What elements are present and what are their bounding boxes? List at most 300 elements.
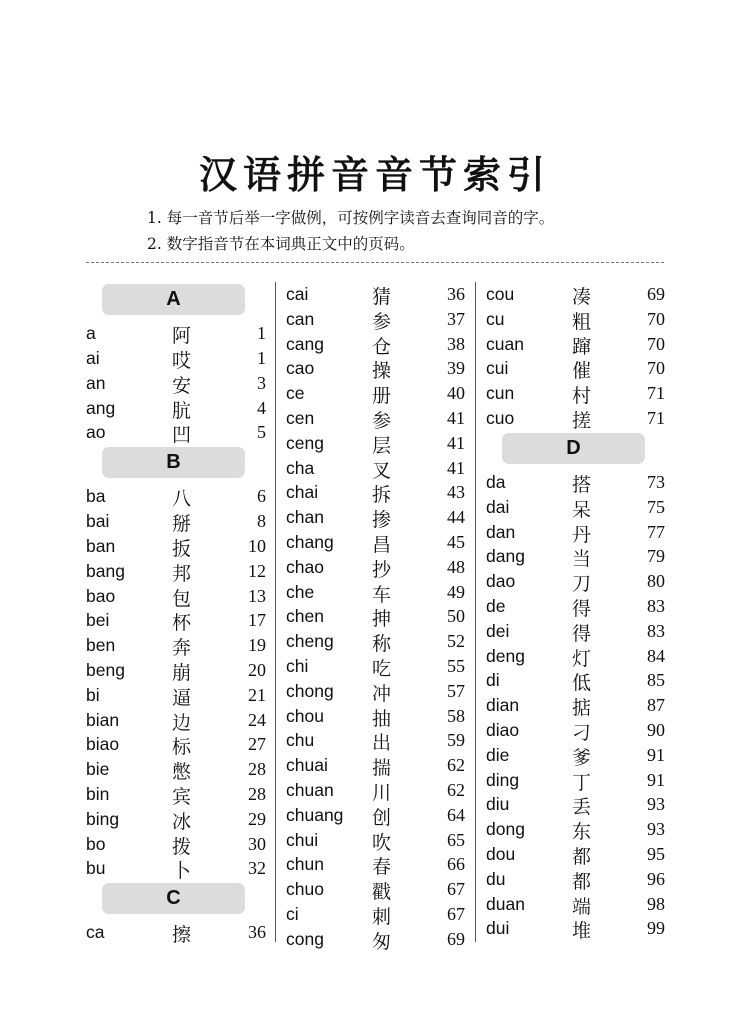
page-number: 84 bbox=[647, 645, 665, 666]
page-number: 59 bbox=[447, 730, 465, 751]
syllable-pinyin: chu bbox=[286, 730, 315, 751]
syllable-pinyin: cha bbox=[286, 457, 315, 478]
index-column-2 bbox=[286, 282, 465, 952]
example-character: 昌 bbox=[372, 533, 392, 556]
index-entry bbox=[86, 346, 266, 371]
index-entry bbox=[486, 916, 665, 941]
index-entry bbox=[286, 282, 465, 307]
syllable-pinyin: ba bbox=[86, 486, 106, 507]
page-number: 40 bbox=[447, 383, 465, 404]
index-entry bbox=[486, 693, 665, 718]
index-entry bbox=[86, 608, 266, 633]
page-number: 71 bbox=[647, 407, 665, 428]
example-character: 憋 bbox=[172, 761, 192, 784]
index-entry bbox=[286, 307, 465, 332]
page-number: 80 bbox=[647, 571, 665, 592]
example-character: 凑 bbox=[572, 286, 592, 308]
index-entry bbox=[286, 604, 465, 629]
index-entry bbox=[286, 654, 465, 679]
example-character: 称 bbox=[372, 633, 392, 656]
page-number: 19 bbox=[248, 635, 266, 656]
index-entry bbox=[86, 807, 266, 832]
page-number: 57 bbox=[447, 680, 465, 701]
page-number: 96 bbox=[647, 868, 665, 889]
index-entry bbox=[86, 658, 266, 683]
page-number: 4 bbox=[257, 397, 266, 418]
syllable-pinyin: chui bbox=[286, 829, 319, 850]
page-title: 汉语拼音音节索引 bbox=[198, 153, 551, 197]
index-entry bbox=[486, 495, 665, 520]
example-character: 邦 bbox=[172, 562, 192, 585]
index-entry bbox=[286, 803, 465, 828]
example-character: 掰 bbox=[172, 513, 192, 536]
page-number: 83 bbox=[647, 620, 665, 641]
page-number: 65 bbox=[447, 829, 465, 850]
example-character: 端 bbox=[572, 895, 592, 918]
index-entry bbox=[286, 406, 465, 431]
syllable-pinyin: ceng bbox=[286, 432, 324, 453]
syllable-pinyin: diao bbox=[486, 719, 520, 740]
example-character: 猜 bbox=[372, 286, 392, 308]
index-entry bbox=[486, 718, 665, 743]
index-entry bbox=[86, 534, 266, 559]
example-character: 当 bbox=[572, 548, 592, 571]
index-entry bbox=[86, 484, 266, 509]
example-character: 抽 bbox=[372, 707, 392, 730]
syllable-pinyin: bi bbox=[86, 684, 100, 705]
syllable-pinyin: bang bbox=[86, 560, 125, 581]
page-number: 69 bbox=[447, 928, 465, 949]
index-entry bbox=[286, 877, 465, 902]
index-entry bbox=[286, 778, 465, 803]
page-number: 29 bbox=[248, 808, 266, 829]
letter-label: D bbox=[502, 433, 645, 464]
index-entry bbox=[86, 732, 266, 757]
syllable-pinyin: ao bbox=[86, 422, 106, 443]
page-number: 8 bbox=[257, 511, 266, 532]
page-number: 83 bbox=[647, 595, 665, 616]
example-character: 杯 bbox=[172, 612, 192, 635]
example-character: 春 bbox=[372, 856, 392, 879]
syllable-pinyin: cong bbox=[286, 928, 324, 949]
letter-section-header bbox=[86, 282, 266, 321]
page-number: 67 bbox=[447, 879, 465, 900]
example-character: 掂 bbox=[572, 697, 592, 720]
syllable-pinyin: biao bbox=[86, 734, 120, 755]
example-character: 吹 bbox=[372, 831, 392, 854]
syllable-pinyin: can bbox=[286, 308, 315, 329]
example-character: 都 bbox=[572, 845, 592, 868]
index-entry bbox=[86, 420, 266, 445]
page-number: 17 bbox=[248, 610, 266, 631]
example-character: 爹 bbox=[572, 746, 592, 769]
page-number: 32 bbox=[248, 858, 266, 879]
index-entry bbox=[486, 381, 665, 406]
index-entry bbox=[86, 832, 266, 857]
syllable-pinyin: dai bbox=[486, 496, 510, 517]
index-entry bbox=[286, 480, 465, 505]
example-character: 村 bbox=[572, 385, 592, 408]
example-character: 擦 bbox=[172, 924, 192, 947]
page-number: 70 bbox=[647, 308, 665, 329]
index-entry bbox=[86, 559, 266, 584]
index-entry bbox=[486, 594, 665, 619]
index-entry bbox=[486, 406, 665, 431]
example-character: 抄 bbox=[372, 558, 392, 581]
page-number: 1 bbox=[257, 323, 266, 344]
syllable-pinyin: an bbox=[86, 372, 106, 393]
syllable-pinyin: chai bbox=[286, 482, 319, 503]
letter-section-header bbox=[86, 445, 266, 484]
page-number: 62 bbox=[447, 755, 465, 776]
example-character: 刁 bbox=[572, 721, 592, 744]
letter-label: A bbox=[102, 284, 245, 315]
index-entry bbox=[86, 757, 266, 782]
syllable-pinyin: cui bbox=[486, 358, 509, 379]
page-number: 62 bbox=[447, 779, 465, 800]
example-character: 安 bbox=[172, 374, 192, 397]
example-character: 肮 bbox=[172, 399, 192, 422]
example-character: 搭 bbox=[572, 473, 592, 496]
page-number: 49 bbox=[447, 581, 465, 602]
syllable-pinyin: ce bbox=[286, 383, 305, 404]
page-number: 85 bbox=[647, 670, 665, 691]
syllable-pinyin: bing bbox=[86, 808, 120, 829]
page-number: 95 bbox=[647, 843, 665, 864]
index-entry bbox=[286, 728, 465, 753]
index-entry bbox=[286, 580, 465, 605]
page-number: 70 bbox=[647, 358, 665, 379]
page-number: 90 bbox=[647, 719, 665, 740]
index-entry bbox=[86, 633, 266, 658]
note-1: 1. 每一音节后举一字做例，可按例字读音去查询同音的字。 bbox=[147, 209, 555, 227]
page-number: 30 bbox=[248, 833, 266, 854]
index-column-1 bbox=[86, 282, 266, 945]
index-entry bbox=[486, 892, 665, 917]
page-number: 70 bbox=[647, 333, 665, 354]
index-entry bbox=[86, 584, 266, 609]
index-entry bbox=[486, 282, 665, 307]
syllable-pinyin: che bbox=[286, 581, 315, 602]
page-number: 44 bbox=[447, 507, 465, 528]
example-character: 吃 bbox=[372, 657, 392, 680]
syllable-pinyin: cheng bbox=[286, 631, 334, 652]
index-entry bbox=[286, 902, 465, 927]
syllable-pinyin: ang bbox=[86, 397, 116, 418]
index-entry bbox=[286, 555, 465, 580]
page-number: 91 bbox=[647, 744, 665, 765]
page-number: 58 bbox=[447, 705, 465, 726]
page-number: 66 bbox=[447, 854, 465, 875]
syllable-pinyin: cuan bbox=[486, 333, 524, 354]
letter-label: B bbox=[102, 447, 245, 478]
example-character: 刀 bbox=[572, 573, 592, 596]
page-number: 93 bbox=[647, 819, 665, 840]
note-2: 2. 数字指音节在本词典正文中的页码。 bbox=[147, 235, 415, 253]
index-entry bbox=[486, 569, 665, 594]
index-entry bbox=[286, 927, 465, 952]
page-number: 37 bbox=[447, 308, 465, 329]
syllable-pinyin: chi bbox=[286, 655, 309, 676]
index-entry bbox=[86, 782, 266, 807]
syllable-pinyin: bin bbox=[86, 783, 110, 804]
example-character: 揣 bbox=[372, 757, 392, 780]
syllable-pinyin: cuo bbox=[486, 407, 515, 428]
example-character: 凹 bbox=[172, 424, 192, 447]
index-entry bbox=[486, 470, 665, 495]
index-entry bbox=[486, 768, 665, 793]
example-character: 标 bbox=[172, 736, 192, 759]
page-number: 41 bbox=[447, 407, 465, 428]
page-number: 1 bbox=[257, 347, 266, 368]
index-entry bbox=[486, 644, 665, 669]
example-character: 册 bbox=[372, 385, 392, 408]
syllable-pinyin: ding bbox=[486, 769, 520, 790]
index-entry bbox=[286, 753, 465, 778]
index-entry bbox=[486, 792, 665, 817]
page-number: 39 bbox=[447, 358, 465, 379]
example-character: 抻 bbox=[372, 608, 392, 631]
syllable-pinyin: dui bbox=[486, 918, 510, 939]
example-character: 拨 bbox=[172, 835, 192, 858]
example-character: 八 bbox=[172, 488, 192, 511]
syllable-pinyin: chou bbox=[286, 705, 324, 726]
syllable-pinyin: bei bbox=[86, 610, 110, 631]
page-number: 20 bbox=[248, 659, 266, 680]
syllable-pinyin: cou bbox=[486, 284, 515, 304]
index-entry bbox=[486, 668, 665, 693]
index-entry bbox=[486, 356, 665, 381]
page-number: 43 bbox=[447, 482, 465, 503]
syllable-pinyin: chan bbox=[286, 507, 324, 528]
example-character: 丹 bbox=[572, 523, 592, 546]
example-character: 匆 bbox=[372, 930, 392, 953]
example-character: 川 bbox=[372, 781, 392, 804]
dashed-divider bbox=[86, 262, 664, 263]
page-number: 36 bbox=[447, 284, 465, 304]
page-number: 69 bbox=[647, 284, 665, 304]
page-number: 3 bbox=[257, 372, 266, 393]
page-number: 48 bbox=[447, 556, 465, 577]
index-entry bbox=[286, 332, 465, 357]
syllable-pinyin: chong bbox=[286, 680, 334, 701]
example-character: 卜 bbox=[172, 860, 192, 883]
example-character: 逼 bbox=[172, 686, 192, 709]
index-entry bbox=[86, 509, 266, 534]
example-character: 仓 bbox=[372, 335, 392, 358]
syllable-pinyin: da bbox=[486, 471, 506, 492]
syllable-pinyin: bian bbox=[86, 709, 120, 730]
index-column-3 bbox=[486, 282, 665, 941]
example-character: 掺 bbox=[372, 509, 392, 532]
example-character: 出 bbox=[372, 732, 392, 755]
page-number: 10 bbox=[248, 535, 266, 556]
syllable-pinyin: dang bbox=[486, 546, 525, 567]
syllable-pinyin: cang bbox=[286, 333, 324, 354]
page-number: 45 bbox=[447, 531, 465, 552]
syllable-pinyin: cai bbox=[286, 284, 309, 304]
index-entry bbox=[86, 321, 266, 346]
example-character: 车 bbox=[372, 583, 392, 606]
page-number: 28 bbox=[248, 759, 266, 780]
syllable-pinyin: ci bbox=[286, 903, 299, 924]
example-character: 灯 bbox=[572, 647, 592, 670]
example-character: 崩 bbox=[172, 661, 192, 684]
page-number: 12 bbox=[248, 560, 266, 581]
index-entry bbox=[86, 371, 266, 396]
page-number: 21 bbox=[248, 684, 266, 705]
index-entry bbox=[486, 332, 665, 357]
page-number: 24 bbox=[248, 709, 266, 730]
index-entry bbox=[286, 456, 465, 481]
syllable-pinyin: cao bbox=[286, 358, 315, 379]
index-entry bbox=[486, 307, 665, 332]
index-entry bbox=[86, 920, 266, 945]
example-character: 粗 bbox=[572, 310, 592, 333]
index-entry bbox=[286, 431, 465, 456]
syllable-pinyin: deng bbox=[486, 645, 525, 666]
index-entry bbox=[286, 530, 465, 555]
example-character: 参 bbox=[372, 310, 392, 333]
index-entry bbox=[286, 852, 465, 877]
index-entry bbox=[86, 708, 266, 733]
example-character: 参 bbox=[372, 409, 392, 432]
page-number: 67 bbox=[447, 903, 465, 924]
syllable-pinyin: de bbox=[486, 595, 506, 616]
example-character: 戳 bbox=[372, 881, 392, 904]
index-entry bbox=[486, 520, 665, 545]
example-character: 操 bbox=[372, 360, 392, 383]
page-number: 13 bbox=[248, 585, 266, 606]
example-character: 丁 bbox=[572, 771, 592, 794]
example-character: 得 bbox=[572, 622, 592, 645]
syllable-pinyin: chang bbox=[286, 531, 334, 552]
example-character: 冰 bbox=[172, 810, 192, 833]
page-number: 64 bbox=[447, 804, 465, 825]
page-number: 91 bbox=[647, 769, 665, 790]
example-character: 催 bbox=[572, 360, 592, 383]
index-entry bbox=[86, 683, 266, 708]
page-number: 71 bbox=[647, 383, 665, 404]
page-number: 87 bbox=[647, 695, 665, 716]
page-number: 28 bbox=[248, 783, 266, 804]
example-character: 创 bbox=[372, 806, 392, 829]
example-character: 冲 bbox=[372, 682, 392, 705]
page-number: 77 bbox=[647, 521, 665, 542]
syllable-pinyin: dao bbox=[486, 571, 516, 592]
letter-label: C bbox=[102, 883, 245, 914]
syllable-pinyin: dan bbox=[486, 521, 516, 542]
index-entry bbox=[486, 867, 665, 892]
letter-section-header bbox=[486, 431, 665, 470]
index-entry bbox=[486, 743, 665, 768]
example-character: 奔 bbox=[172, 637, 192, 660]
page-number: 41 bbox=[447, 457, 465, 478]
page-number: 41 bbox=[447, 432, 465, 453]
index-entry bbox=[286, 381, 465, 406]
syllable-pinyin: cen bbox=[286, 407, 315, 428]
page-number: 55 bbox=[447, 655, 465, 676]
page-number: 73 bbox=[647, 471, 665, 492]
example-character: 低 bbox=[572, 672, 592, 695]
letter-section-header bbox=[86, 881, 266, 920]
index-entry bbox=[486, 842, 665, 867]
syllable-pinyin: chen bbox=[286, 606, 324, 627]
syllable-pinyin: bo bbox=[86, 833, 106, 854]
example-character: 刺 bbox=[372, 905, 392, 928]
example-character: 得 bbox=[572, 597, 592, 620]
syllable-pinyin: di bbox=[486, 670, 500, 691]
example-character: 包 bbox=[172, 587, 192, 610]
syllable-pinyin: bie bbox=[86, 759, 110, 780]
page-number: 36 bbox=[248, 922, 266, 943]
syllable-pinyin: chun bbox=[286, 854, 324, 875]
index-entry bbox=[86, 396, 266, 421]
syllable-pinyin: du bbox=[486, 868, 506, 889]
syllable-pinyin: chuang bbox=[286, 804, 344, 825]
index-entry bbox=[86, 856, 266, 881]
syllable-pinyin: ben bbox=[86, 635, 116, 656]
page-number: 27 bbox=[248, 734, 266, 755]
index-entry bbox=[286, 704, 465, 729]
syllable-pinyin: dong bbox=[486, 819, 525, 840]
syllable-pinyin: ai bbox=[86, 347, 100, 368]
syllable-pinyin: die bbox=[486, 744, 510, 765]
syllable-pinyin: dian bbox=[486, 695, 520, 716]
page-number: 52 bbox=[447, 631, 465, 652]
example-character: 东 bbox=[572, 821, 592, 844]
example-character: 蹿 bbox=[572, 335, 592, 358]
syllable-pinyin: bu bbox=[86, 858, 106, 879]
page-number: 99 bbox=[647, 918, 665, 939]
syllable-pinyin: bao bbox=[86, 585, 116, 606]
index-entry bbox=[286, 356, 465, 381]
index-entry bbox=[486, 544, 665, 569]
column-divider-1 bbox=[275, 282, 276, 942]
example-character: 都 bbox=[572, 870, 592, 893]
page-number: 38 bbox=[447, 333, 465, 354]
index-entry bbox=[286, 505, 465, 530]
syllable-pinyin: diu bbox=[486, 794, 510, 815]
example-character: 呆 bbox=[572, 498, 592, 521]
page-number: 5 bbox=[257, 422, 266, 443]
example-character: 丢 bbox=[572, 796, 592, 819]
example-character: 阿 bbox=[172, 325, 192, 348]
syllable-pinyin: a bbox=[86, 323, 96, 344]
syllable-pinyin: chao bbox=[286, 556, 324, 577]
example-character: 扳 bbox=[172, 537, 192, 560]
page-number: 93 bbox=[647, 794, 665, 815]
syllable-pinyin: ca bbox=[86, 922, 105, 943]
index-entry bbox=[286, 679, 465, 704]
example-character: 叉 bbox=[372, 459, 392, 482]
page-number: 98 bbox=[647, 893, 665, 914]
syllable-pinyin: cu bbox=[486, 308, 505, 329]
syllable-pinyin: dei bbox=[486, 620, 510, 641]
syllable-pinyin: duan bbox=[486, 893, 525, 914]
example-character: 哎 bbox=[172, 349, 192, 372]
index-entry bbox=[486, 817, 665, 842]
syllable-pinyin: beng bbox=[86, 659, 125, 680]
syllable-pinyin: chuan bbox=[286, 779, 334, 800]
column-divider-2 bbox=[475, 282, 476, 942]
syllable-pinyin: ban bbox=[86, 535, 116, 556]
page-number: 75 bbox=[647, 496, 665, 517]
index-entry bbox=[286, 828, 465, 853]
page-number: 50 bbox=[447, 606, 465, 627]
page-number: 79 bbox=[647, 546, 665, 567]
example-character: 边 bbox=[172, 711, 192, 734]
